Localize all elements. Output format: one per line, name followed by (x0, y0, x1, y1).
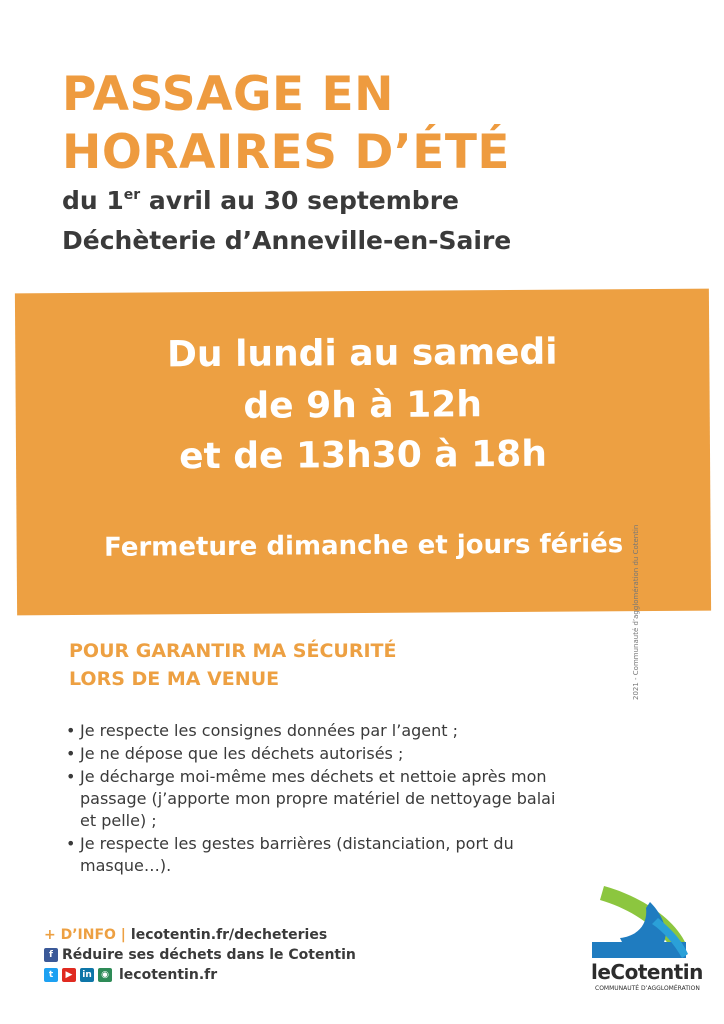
title-line-2: HORAIRES D’ÉTÉ (62, 125, 510, 180)
logo-name: leCotentin (591, 960, 703, 984)
safety-line-1: POUR GARANTIR MA SÉCURITÉ (69, 640, 397, 662)
info-label: + D’INFO | (44, 927, 126, 943)
info-line (44, 927, 327, 943)
facebook-text[interactable]: Réduire ses déchets dans le Cotentin (62, 947, 356, 963)
date-suffix: avril au 30 septembre (140, 186, 459, 215)
list-item: • Je respecte les gestes barrières (distanciation, port du masque…). (66, 833, 566, 877)
closing-notice: Fermeture dimanche et jours fériés (103, 529, 624, 563)
date-superscript: er (123, 187, 141, 203)
copyright-note: 2021 - Communauté d’agglomération du Cotentin (632, 524, 640, 700)
social-line (44, 967, 217, 983)
schedule-morning: de 9h à 12h (243, 384, 483, 427)
linkedin-icon[interactable]: in (80, 968, 94, 982)
info-link[interactable]: lecotentin.fr/decheteries (130, 927, 328, 943)
website-link[interactable]: lecotentin.fr (119, 967, 218, 983)
schedule-days: Du lundi au samedi (166, 331, 558, 376)
schedule-afternoon: et de 13h30 à 18h (178, 433, 548, 478)
page-title (62, 66, 510, 182)
youtube-icon[interactable]: ▶ (62, 968, 76, 982)
date-prefix: du 1 (62, 186, 124, 215)
safety-line-2: LORS DE MA VENUE (69, 668, 280, 690)
twitter-icon[interactable]: t (44, 968, 58, 982)
list-item: • Je ne dépose que les déchets autorisés ; (66, 743, 566, 765)
list-item: • Je décharge moi-même mes déchets et nettoie après mon passage (j’apporte mon propre matériel de nettoyage balai et pelle) ; (66, 766, 566, 832)
facebook-icon[interactable]: f (44, 948, 58, 962)
facebook-line (44, 947, 356, 963)
date-range (62, 186, 459, 215)
safety-heading (69, 637, 396, 693)
list-item: • Je respecte les consignes données par l’agent ; (66, 720, 566, 742)
location: Déchèterie d’Anneville-en-Saire (62, 226, 512, 255)
title-line-1: PASSAGE EN (62, 67, 394, 122)
rules-list (66, 720, 566, 878)
logo-tagline: COMMUNAUTÉ D’AGGLOMÉRATION (595, 985, 700, 992)
schedule-banner (15, 289, 711, 616)
instagram-icon[interactable]: ◉ (98, 968, 112, 982)
